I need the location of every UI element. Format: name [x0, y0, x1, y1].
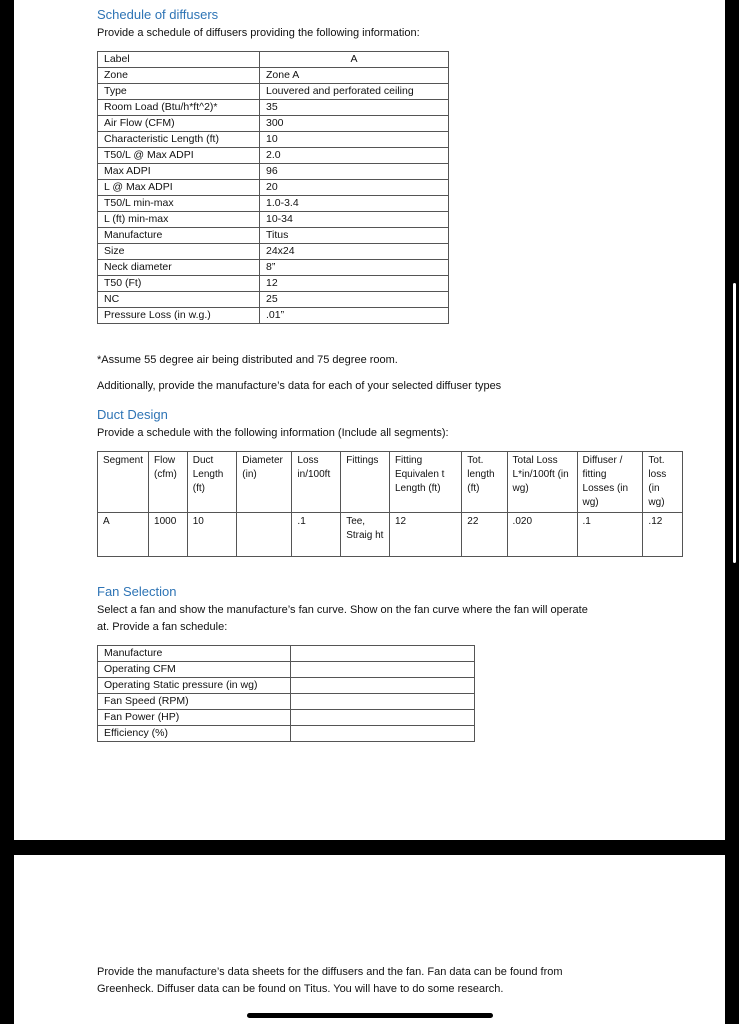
duct-heading: Duct Design	[97, 407, 168, 422]
diffuser-property-cell: Room Load (Btu/h*ft^2)*	[98, 100, 260, 116]
diffuser-property-cell: Max ADPI	[98, 164, 260, 180]
diffuser-property-cell: Zone	[98, 68, 260, 84]
diffuser-property-cell: Pressure Loss (in w.g.)	[98, 308, 260, 324]
diffuser-value-cell: 1.0-3.4	[260, 196, 449, 212]
diffuser-row	[98, 100, 449, 116]
diffuser-value-cell: 8”	[260, 260, 449, 276]
diffuser-row	[98, 52, 449, 68]
fan-property-cell: Fan Speed (RPM)	[98, 694, 291, 710]
diffuser-value-cell: Titus	[260, 228, 449, 244]
fan-value-cell[interactable]	[291, 726, 475, 742]
diffuser-value-cell: 96	[260, 164, 449, 180]
duct-header-cell: Diffuser / fitting Losses (in wg)	[577, 452, 643, 513]
document-page-2	[14, 0, 725, 840]
diffuser-row	[98, 260, 449, 276]
diffuser-value-cell: A	[260, 52, 449, 68]
duct-intro: Provide a schedule with the following information (Include all segments):	[97, 427, 449, 439]
diffuser-row	[98, 196, 449, 212]
fan-property-cell: Operating CFM	[98, 662, 291, 678]
duct-header-cell: Flow (cfm)	[149, 452, 188, 513]
diffuser-value-cell: 2.0	[260, 148, 449, 164]
duct-header-cell: Fittings	[341, 452, 390, 513]
assumption-note: *Assume 55 degree air being distributed and 75 degree room.	[97, 354, 398, 366]
diffuser-property-cell: Type	[98, 84, 260, 100]
diffuser-value-cell: 20	[260, 180, 449, 196]
fan-heading: Fan Selection	[97, 584, 177, 599]
duct-header-cell: Total Loss L*in/100ft (in wg)	[507, 452, 577, 513]
diffuser-row	[98, 180, 449, 196]
fan-intro-line1: Select a fan and show the manufacture’s fan curve. Show on the fan curve where the fan will operate	[97, 604, 588, 616]
diffuser-value-cell: Louvered and perforated ceiling	[260, 84, 449, 100]
duct-data-cell: Tee, Straig ht	[341, 513, 390, 557]
diffuser-row	[98, 228, 449, 244]
fan-value-cell[interactable]	[291, 678, 475, 694]
duct-header-cell: Loss in/100ft	[292, 452, 341, 513]
duct-header-cell: Tot. length (ft)	[462, 452, 507, 513]
fan-value-cell[interactable]	[291, 710, 475, 726]
diffuser-property-cell: Air Flow (CFM)	[98, 116, 260, 132]
duct-data-row	[98, 513, 683, 557]
fan-schedule-table	[97, 645, 475, 742]
fan-row	[98, 678, 475, 694]
diffuser-row	[98, 308, 449, 324]
diffuser-row	[98, 276, 449, 292]
duct-data-cell: .12	[643, 513, 683, 557]
diffuser-row	[98, 244, 449, 260]
fan-value-cell[interactable]	[291, 646, 475, 662]
fan-row	[98, 646, 475, 662]
home-indicator[interactable]	[247, 1013, 493, 1018]
duct-data-cell: 12	[389, 513, 461, 557]
diffuser-property-cell: Characteristic Length (ft)	[98, 132, 260, 148]
diffuser-value-cell: 12	[260, 276, 449, 292]
duct-data-cell: A	[98, 513, 149, 557]
duct-header-cell: Duct Length (ft)	[187, 452, 237, 513]
duct-header-cell: Tot. loss (in wg)	[643, 452, 683, 513]
diffuser-value-cell: 35	[260, 100, 449, 116]
diffuser-property-cell: Size	[98, 244, 260, 260]
diffuser-property-cell: T50 (Ft)	[98, 276, 260, 292]
datasheet-note-line1: Provide the manufacture’s data sheets for the diffusers and the fan. Fan data can be found from	[97, 966, 563, 978]
datasheet-note-line2: Greenheck. Diffuser data can be found on Titus. You will have to do some research.	[97, 983, 504, 995]
diffuser-property-cell: T50/L min-max	[98, 196, 260, 212]
diffuser-property-cell: Label	[98, 52, 260, 68]
diffuser-row	[98, 84, 449, 100]
duct-data-cell: .1	[292, 513, 341, 557]
fan-row	[98, 710, 475, 726]
fan-property-cell: Fan Power (HP)	[98, 710, 291, 726]
diffuser-property-cell: NC	[98, 292, 260, 308]
duct-design-table	[97, 451, 683, 557]
diffuser-value-cell: 24x24	[260, 244, 449, 260]
diffuser-value-cell: .01”	[260, 308, 449, 324]
duct-header-row	[98, 452, 683, 513]
fan-row	[98, 694, 475, 710]
diffuser-property-cell: L (ft) min-max	[98, 212, 260, 228]
diffuser-row	[98, 212, 449, 228]
diffuser-property-cell: Neck diameter	[98, 260, 260, 276]
duct-header-cell: Fitting Equivalen t Length (ft)	[389, 452, 461, 513]
duct-data-cell: 1000	[149, 513, 188, 557]
duct-data-cell	[237, 513, 292, 557]
diffuser-value-cell: 300	[260, 116, 449, 132]
diffuser-value-cell: 10	[260, 132, 449, 148]
duct-data-cell: 22	[462, 513, 507, 557]
additional-note: Additionally, provide the manufacture’s data for each of your selected diffuser types	[97, 380, 502, 392]
duct-header-cell: Diameter (in)	[237, 452, 292, 513]
diffuser-value-cell: 25	[260, 292, 449, 308]
diffuser-property-cell: Manufacture	[98, 228, 260, 244]
diffusers-intro: Provide a schedule of diffusers providing the following information:	[97, 27, 420, 39]
diffuser-row	[98, 164, 449, 180]
fan-property-cell: Operating Static pressure (in wg)	[98, 678, 291, 694]
diffuser-row	[98, 292, 449, 308]
fan-property-cell: Manufacture	[98, 646, 291, 662]
document-page-3	[14, 855, 725, 1024]
diffuser-row	[98, 68, 449, 84]
diffusers-heading: Schedule of diffusers	[97, 7, 219, 22]
diffuser-property-cell: T50/L @ Max ADPI	[98, 148, 260, 164]
duct-data-cell: .1	[577, 513, 643, 557]
duct-data-cell: .020	[507, 513, 577, 557]
diffuser-row	[98, 116, 449, 132]
diffuser-row	[98, 132, 449, 148]
fan-value-cell[interactable]	[291, 662, 475, 678]
fan-row	[98, 662, 475, 678]
duct-data-cell: 10	[187, 513, 237, 557]
duct-header-cell: Segment	[98, 452, 149, 513]
fan-row	[98, 726, 475, 742]
diffuser-row	[98, 148, 449, 164]
diffuser-property-cell: L @ Max ADPI	[98, 180, 260, 196]
diffuser-value-cell: 10-34	[260, 212, 449, 228]
diffuser-schedule-table	[97, 51, 449, 324]
fan-value-cell[interactable]	[291, 694, 475, 710]
fan-property-cell: Efficiency (%)	[98, 726, 291, 742]
scrollbar[interactable]	[733, 283, 736, 563]
fan-intro-line2: at. Provide a fan schedule:	[97, 621, 228, 633]
diffuser-value-cell: Zone A	[260, 68, 449, 84]
